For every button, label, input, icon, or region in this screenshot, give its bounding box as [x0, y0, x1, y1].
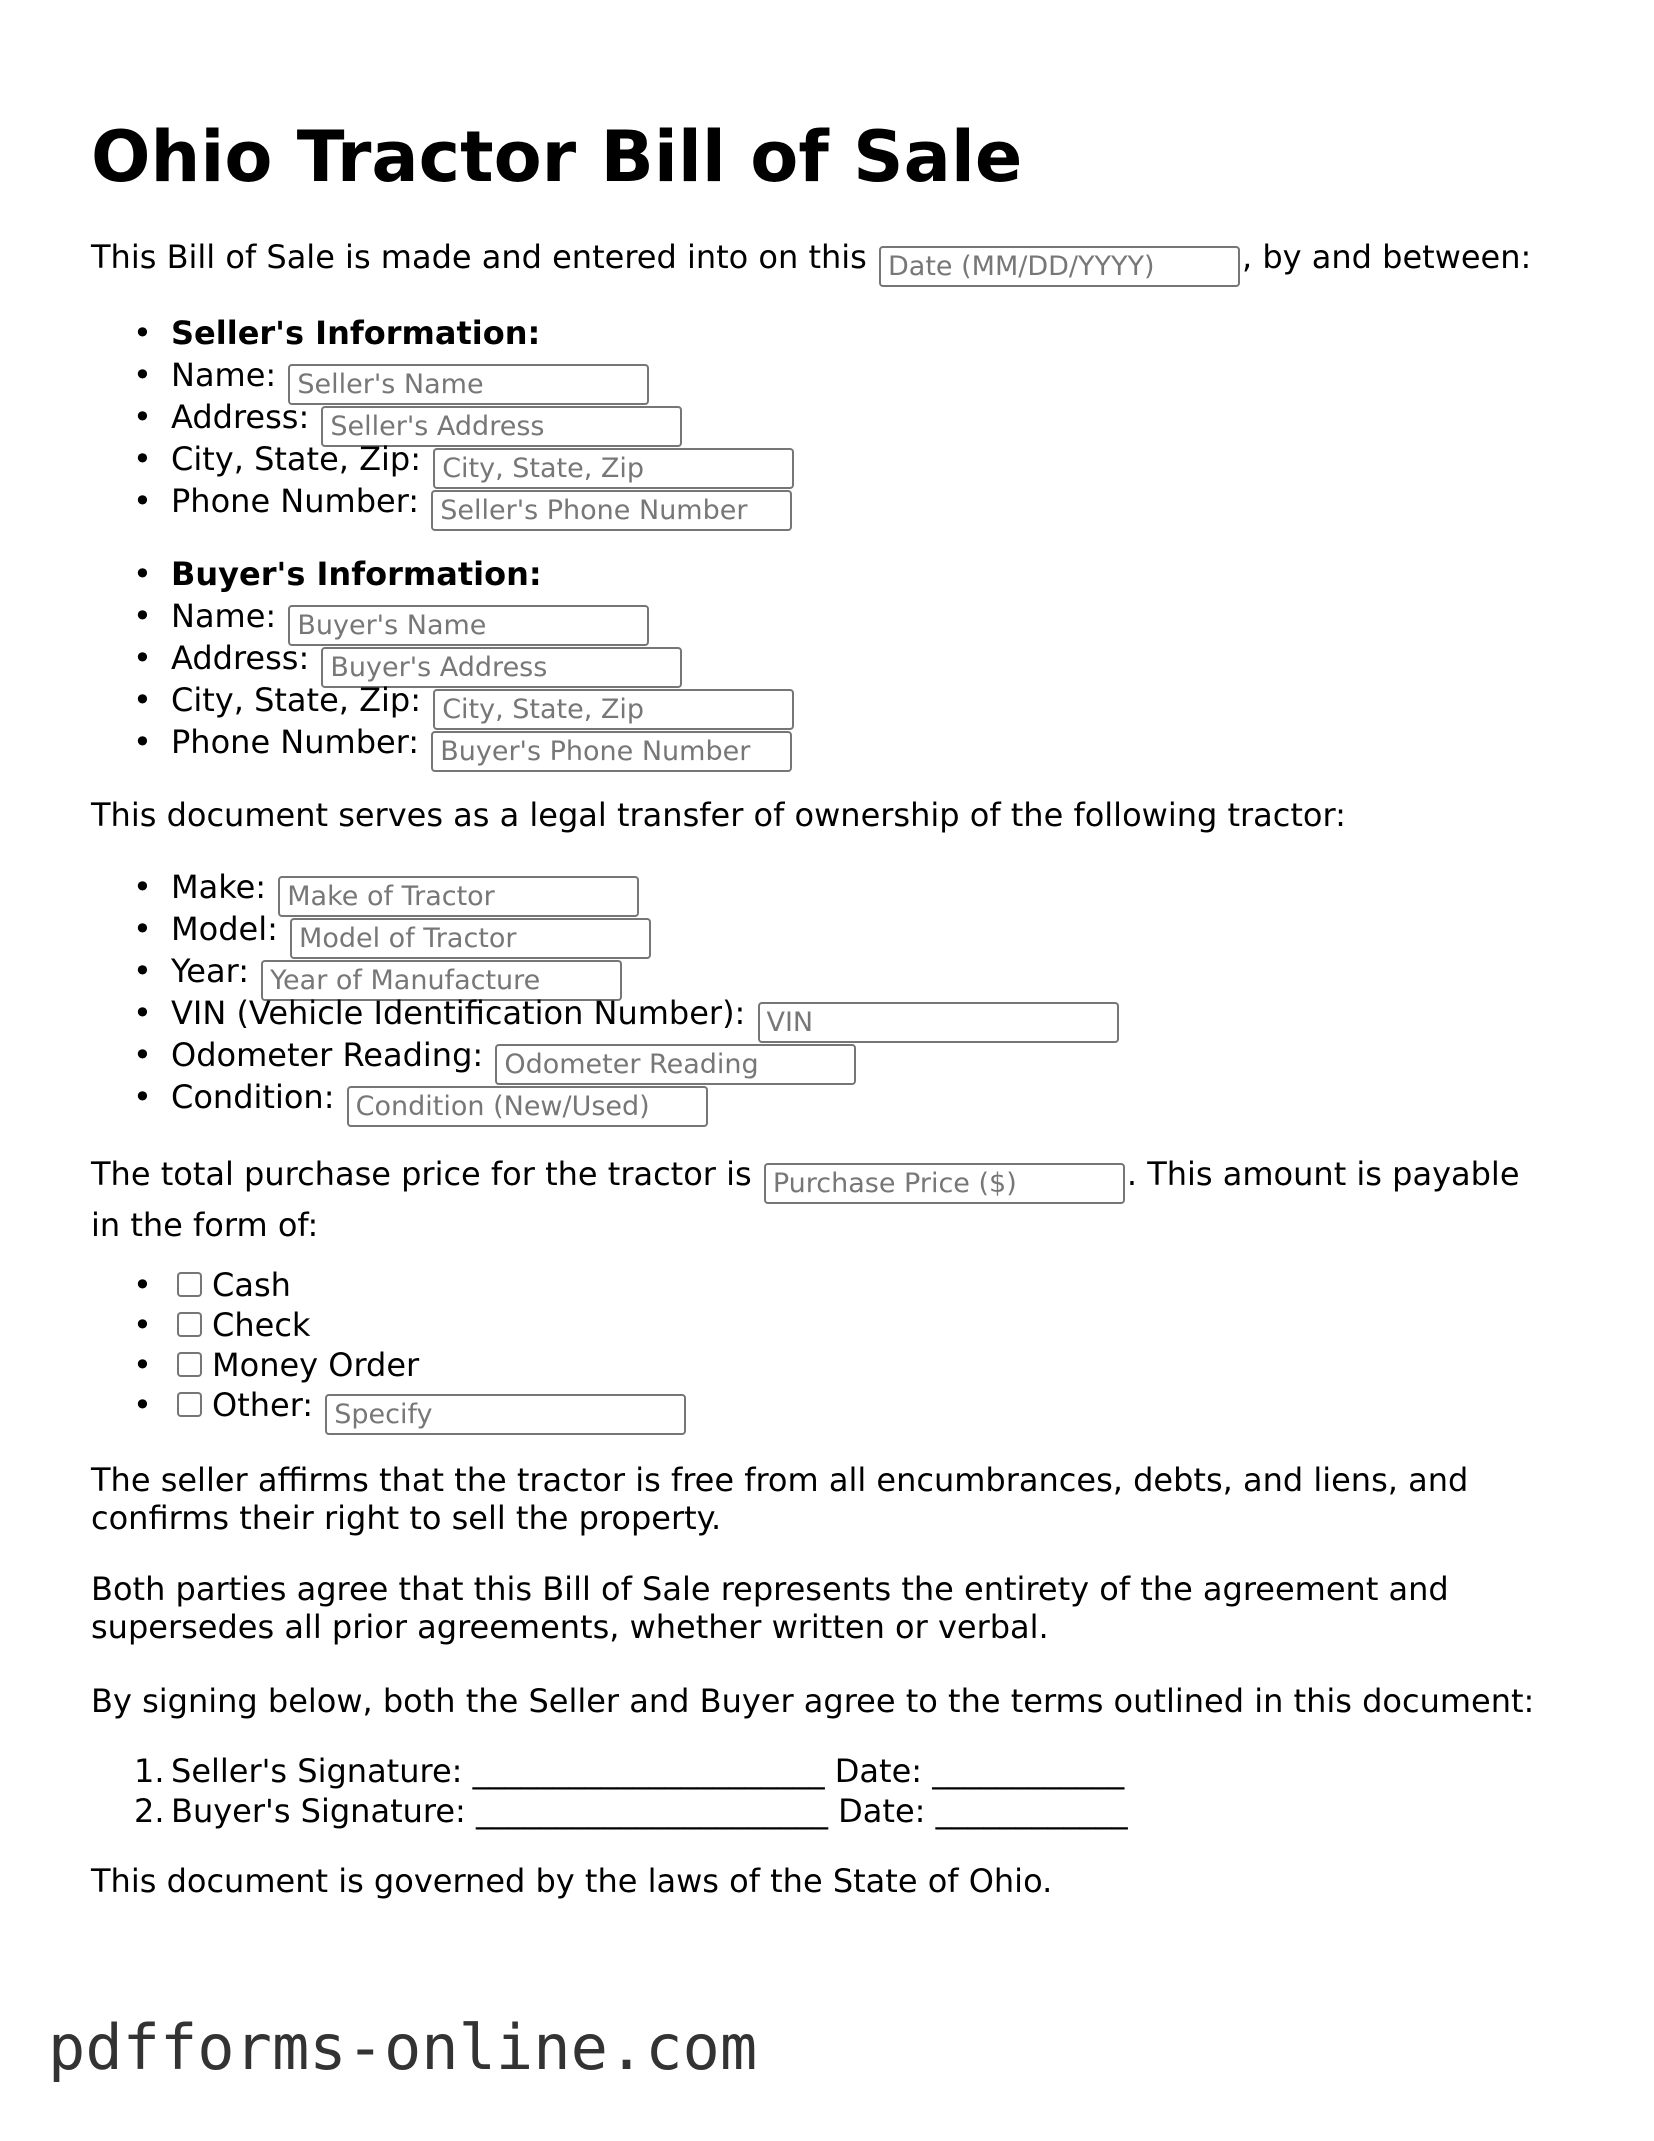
seller-heading: Seller's Information: [171, 314, 541, 352]
signing-paragraph: By signing below, both the Seller and Buyer agree to the terms outlined in this document: [91, 1682, 1535, 1720]
cash-checkbox[interactable] [177, 1272, 202, 1297]
seller-phone-input[interactable] [431, 490, 792, 531]
payment-cash-item [171, 1265, 688, 1305]
other-label: Other: [212, 1386, 314, 1424]
governed-paragraph: This document is governed by the laws of the State of Ohio. [91, 1862, 1053, 1900]
seller-name-label: Name: [171, 356, 277, 394]
seller-address-item [171, 396, 796, 438]
price-text-after: . This amount is payable [1126, 1155, 1520, 1193]
affirm-paragraph [91, 1461, 1571, 1537]
price-paragraph [91, 1153, 1571, 1246]
buyer-phone-item [171, 721, 796, 763]
purchase-price-input[interactable] [764, 1163, 1125, 1204]
signature-list [134, 1751, 1128, 1831]
seller-signature-text: Seller's Signature: ______________________ Date: ____________ [171, 1752, 1125, 1790]
buyer-city-item [171, 679, 796, 721]
seller-address-label: Address: [171, 398, 310, 436]
tractor-make-item [171, 866, 1121, 908]
buyer-name-label: Name: [171, 597, 277, 635]
buyer-phone-input[interactable] [431, 731, 792, 772]
tractor-condition-label: Condition: [171, 1078, 335, 1116]
tractor-model-label: Model: [171, 910, 278, 948]
tractor-condition-input[interactable] [347, 1086, 708, 1127]
buyer-signature-text: Buyer's Signature: ______________________ Date: ____________ [171, 1792, 1128, 1830]
intro-text: This Bill of Sale is made and entered into on this [91, 238, 867, 276]
seller-name-item [171, 354, 796, 396]
tractor-year-item [171, 950, 1121, 992]
buyer-signature-number: 2. [134, 1792, 165, 1830]
tractor-odometer-label: Odometer Reading: [171, 1036, 484, 1074]
price-text-line2: in the form of: [91, 1206, 319, 1244]
other-specify-input[interactable] [325, 1394, 686, 1435]
seller-heading-item [171, 312, 796, 354]
buyer-heading-item [171, 553, 796, 595]
seller-signature-line [134, 1751, 1128, 1791]
buyer-info-list [171, 553, 796, 763]
seller-city-label: City, State, Zip: [171, 440, 422, 478]
tractor-model-item [171, 908, 1121, 950]
buyer-address-label: Address: [171, 639, 310, 677]
payment-check-item [171, 1305, 688, 1345]
site-watermark: pdfforms-online.com [48, 2011, 758, 2084]
entirety-line1: Both parties agree that this Bill of Sale represents the entirety of the agreement and [91, 1570, 1449, 1608]
sale-date-input[interactable] [879, 246, 1240, 287]
seller-signature-number: 1. [134, 1752, 165, 1790]
payment-other-item [171, 1385, 688, 1425]
buyer-signature-line [134, 1791, 1128, 1831]
check-label: Check [212, 1306, 311, 1344]
tractor-make-label: Make: [171, 868, 267, 906]
seller-phone-label: Phone Number: [171, 482, 420, 520]
tractor-info-list [171, 866, 1121, 1118]
intro-paragraph [91, 236, 1571, 287]
check-checkbox[interactable] [177, 1312, 202, 1337]
other-checkbox[interactable] [177, 1392, 202, 1417]
seller-city-item [171, 438, 796, 480]
buyer-heading: Buyer's Information: [171, 555, 542, 593]
affirm-line2: confirms their right to sell the property. [91, 1499, 722, 1537]
tractor-vin-item [171, 992, 1121, 1034]
intro-text-after: , by and between: [1242, 238, 1532, 276]
money-order-checkbox[interactable] [177, 1352, 202, 1377]
payment-method-list [171, 1265, 688, 1425]
tractor-vin-label: VIN (Vehicle Identification Number): [171, 994, 746, 1032]
tractor-condition-item [171, 1076, 1121, 1118]
buyer-phone-label: Phone Number: [171, 723, 420, 761]
transfer-paragraph: This document serves as a legal transfer of ownership of the following tractor: [91, 796, 1346, 834]
seller-phone-item [171, 480, 796, 522]
tractor-odometer-item [171, 1034, 1121, 1076]
document-title: Ohio Tractor Bill of Sale [91, 116, 1023, 198]
buyer-name-item [171, 595, 796, 637]
seller-info-list [171, 312, 796, 522]
entirety-line2: supersedes all prior agreements, whether written or verbal. [91, 1608, 1049, 1646]
buyer-address-item [171, 637, 796, 679]
tractor-year-label: Year: [171, 952, 249, 990]
cash-label: Cash [212, 1266, 291, 1304]
money-order-label: Money Order [212, 1346, 420, 1384]
price-text: The total purchase price for the tractor is [91, 1155, 752, 1193]
payment-money-order-item [171, 1345, 688, 1385]
buyer-city-label: City, State, Zip: [171, 681, 422, 719]
affirm-line1: The seller affirms that the tractor is free from all encumbrances, debts, and liens, and [91, 1461, 1469, 1499]
entirety-paragraph [91, 1570, 1571, 1646]
